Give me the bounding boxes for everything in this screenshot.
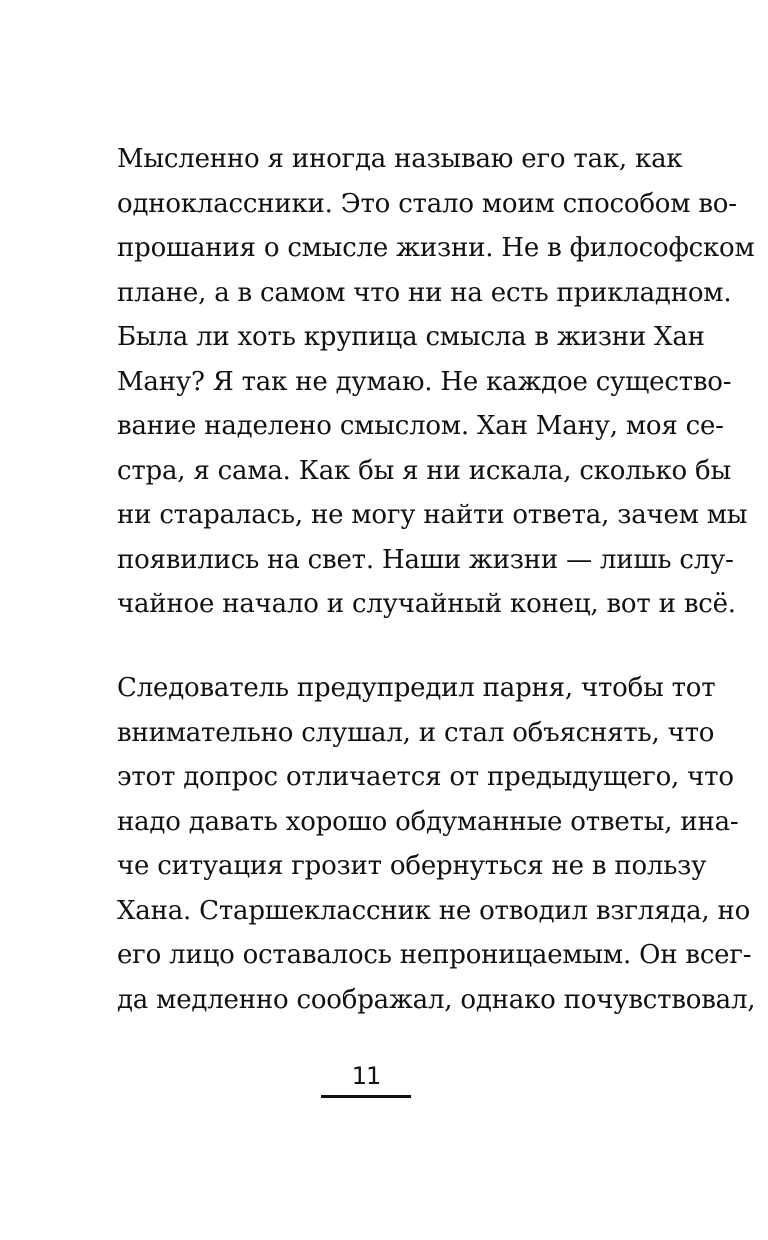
- text-line: Ману? Я так не думаю. Не каждое существо-: [117, 366, 732, 397]
- page-footer: [321, 1060, 411, 1098]
- page-number: 11: [351, 1062, 381, 1090]
- text-line: че ситуация грозит обернуться не в пользу: [117, 851, 707, 881]
- text-line: прошания о смысле жизни. Не в философском: [117, 233, 755, 263]
- paragraph-2: [117, 666, 756, 1022]
- text-line: да медленно соображал, однако почувствовал,: [117, 984, 756, 1015]
- page-number-underline: [321, 1095, 411, 1098]
- text-line: ни старалась, не могу найти ответа, зачем мы: [117, 500, 748, 530]
- text-line: появились на свет. Наши жизни — лишь слу-: [117, 544, 734, 575]
- text-line: этот допрос отличается от предыдущего, что: [117, 762, 734, 792]
- text-line: плане, а в самом что ни на есть прикладном.: [117, 277, 732, 308]
- text-line: внимательно слушал, и стал объяснять, что: [117, 717, 715, 748]
- text-line: Хана. Старшеклассник не отводил взгляда, но: [117, 895, 751, 926]
- text-line: одноклассники. Это стало моим способом во-: [117, 188, 737, 219]
- text-line: стра, я сама. Как бы я ни искала, сколько бы: [117, 455, 731, 486]
- text-line: Была ли хоть крупица смысла в жизни Хан: [117, 322, 705, 352]
- text-line: Мысленно я иногда называю его так, как: [117, 144, 683, 174]
- text-line: вание наделено смыслом. Хан Ману, моя се-: [117, 411, 724, 441]
- text-line: надо давать хорошо обдуманные ответы, ина-: [117, 806, 739, 837]
- paragraph-1: [117, 137, 755, 627]
- text-line: его лицо оставалось непроницаемым. Он всег-: [117, 940, 752, 970]
- text-line: чайное начало и случайный конец, вот и всё.: [117, 589, 736, 619]
- text-line: Следователь предупредил парня, чтобы тот: [117, 673, 716, 703]
